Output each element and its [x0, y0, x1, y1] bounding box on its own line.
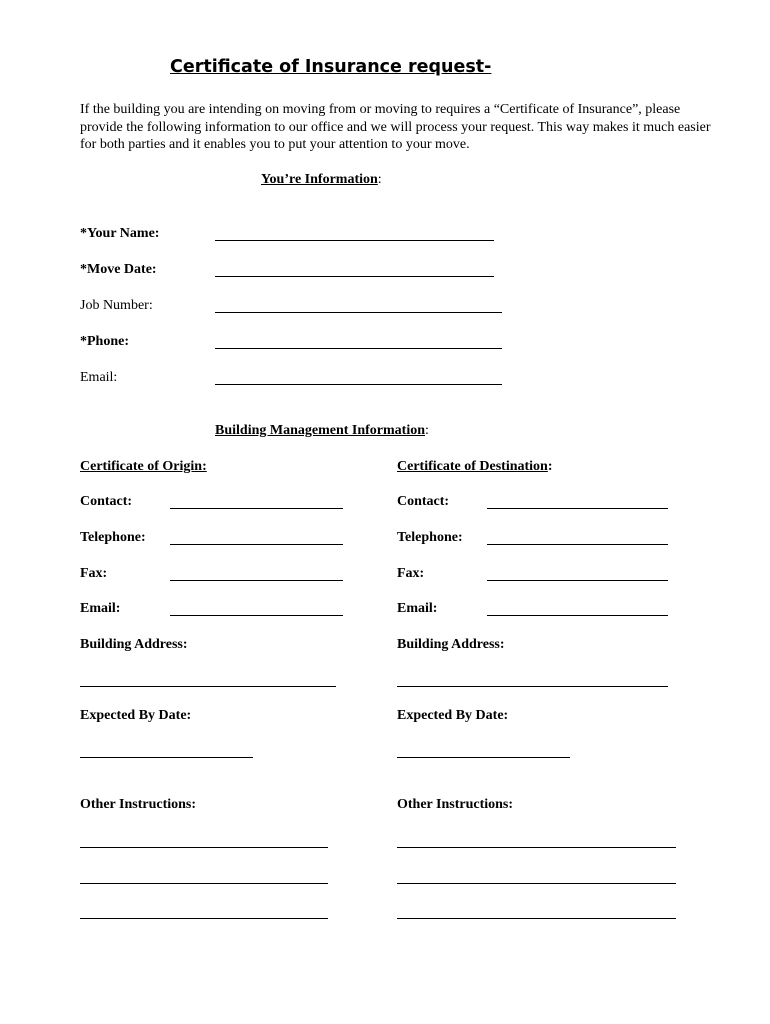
your-name-field[interactable]	[215, 240, 494, 241]
origin-building-address-field[interactable]	[80, 686, 336, 687]
phone-label: *Phone:	[80, 334, 129, 349]
origin-email-field[interactable]	[170, 615, 343, 616]
phone-field[interactable]	[215, 348, 502, 349]
job-number-label: Job Number:	[80, 298, 153, 313]
destination-contact-label: Contact:	[397, 494, 450, 509]
destination-instructions-line-3[interactable]	[397, 918, 676, 919]
origin-heading: Certificate of Origin:	[80, 459, 207, 474]
your-name-label: *Your Name:	[80, 226, 160, 241]
destination-heading: Certificate of Destination:	[397, 459, 553, 474]
destination-fax-label: Fax:	[397, 566, 425, 581]
destination-expected-date-field[interactable]	[397, 757, 570, 758]
destination-building-address-label: Building Address:	[397, 637, 505, 652]
destination-contact-field[interactable]	[487, 508, 668, 509]
destination-building-address-field[interactable]	[397, 686, 668, 687]
email-field[interactable]	[215, 384, 502, 385]
destination-email-label: Email:	[397, 601, 438, 616]
origin-instructions-line-2[interactable]	[80, 883, 328, 884]
origin-expected-date-label: Expected By Date:	[80, 708, 192, 723]
job-number-field[interactable]	[215, 312, 502, 313]
email-label: Email:	[80, 370, 118, 385]
origin-contact-field[interactable]	[170, 508, 343, 509]
intro-paragraph: If the building you are intending on moving from or moving to requires a “Certificate of Insurance”, please provide the following information to our office and we will process your request. This way makes it much easier for both parties and it enables you to put your attention to your move.	[80, 102, 711, 152]
destination-telephone-label: Telephone:	[397, 530, 463, 545]
origin-fax-label: Fax:	[80, 566, 108, 581]
origin-contact-label: Contact:	[80, 494, 133, 509]
destination-other-instructions-label: Other Instructions:	[397, 797, 514, 812]
origin-fax-field[interactable]	[170, 580, 343, 581]
origin-telephone-field[interactable]	[170, 544, 343, 545]
origin-email-label: Email:	[80, 601, 121, 616]
origin-instructions-line-1[interactable]	[80, 847, 328, 848]
page-title: Certificate of Insurance request-	[170, 57, 492, 77]
origin-other-instructions-label: Other Instructions:	[80, 797, 197, 812]
destination-instructions-line-1[interactable]	[397, 847, 676, 848]
origin-instructions-line-3[interactable]	[80, 918, 328, 919]
move-date-label: *Move Date:	[80, 262, 157, 277]
destination-expected-date-label: Expected By Date:	[397, 708, 509, 723]
destination-instructions-line-2[interactable]	[397, 883, 676, 884]
destination-fax-field[interactable]	[487, 580, 668, 581]
move-date-field[interactable]	[215, 276, 494, 277]
origin-telephone-label: Telephone:	[80, 530, 146, 545]
your-information-heading: You’re Information:	[261, 172, 382, 187]
destination-email-field[interactable]	[487, 615, 668, 616]
origin-building-address-label: Building Address:	[80, 637, 188, 652]
building-management-heading: Building Management Information:	[215, 423, 429, 438]
origin-expected-date-field[interactable]	[80, 757, 253, 758]
destination-telephone-field[interactable]	[487, 544, 668, 545]
